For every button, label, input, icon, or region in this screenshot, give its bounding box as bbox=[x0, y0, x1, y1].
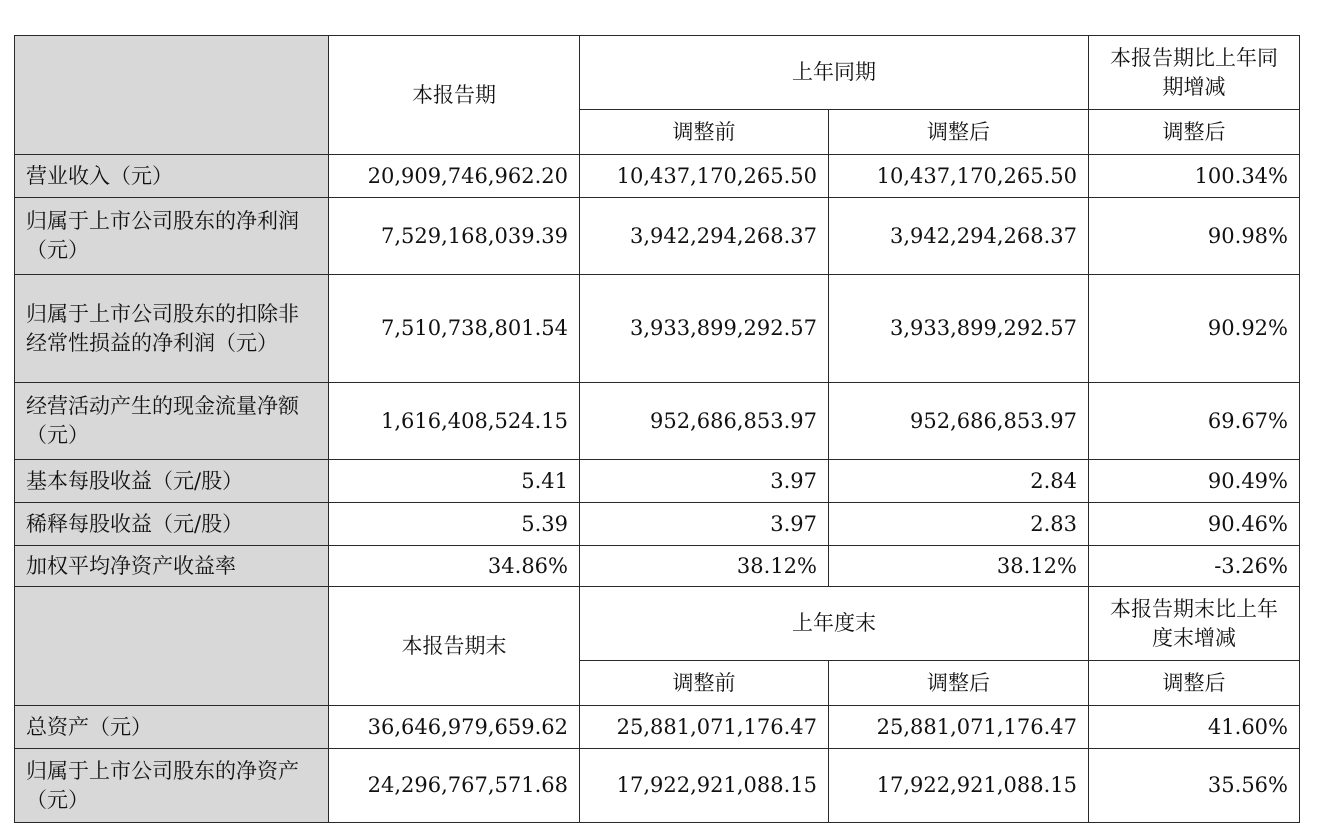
after-value: 17,922,921,088.15 bbox=[829, 749, 1089, 823]
header-change: 本报告期末比上年度末增减 bbox=[1089, 587, 1300, 661]
before-value: 952,686,853.97 bbox=[580, 383, 829, 460]
change-value: 90.49% bbox=[1089, 460, 1300, 503]
after-value: 3,942,294,268.37 bbox=[829, 198, 1089, 275]
change-value: 69.67% bbox=[1089, 383, 1300, 460]
change-value: 41.60% bbox=[1089, 706, 1300, 749]
header-prior-year-end: 上年度末 bbox=[580, 587, 1089, 661]
table-row bbox=[15, 383, 1300, 460]
header-blank-cell bbox=[15, 36, 329, 155]
change-value: 90.92% bbox=[1089, 275, 1300, 383]
header-after-adjustment: 调整后 bbox=[829, 110, 1089, 155]
header-period-end: 本报告期末 bbox=[329, 587, 580, 706]
table-row bbox=[15, 706, 1300, 749]
after-value: 2.84 bbox=[829, 460, 1089, 503]
current-value: 34.86% bbox=[329, 546, 580, 587]
row-label: 基本每股收益（元/股） bbox=[15, 460, 329, 503]
table-row bbox=[15, 460, 1300, 503]
table-row bbox=[15, 546, 1300, 587]
current-value: 7,510,738,801.54 bbox=[329, 275, 580, 383]
row-label: 归属于上市公司股东的净资产（元） bbox=[15, 749, 329, 823]
after-value: 25,881,071,176.47 bbox=[829, 706, 1089, 749]
row-label: 总资产（元） bbox=[15, 706, 329, 749]
change-value: 100.34% bbox=[1089, 155, 1300, 198]
before-value: 3,933,899,292.57 bbox=[580, 275, 829, 383]
before-value: 38.12% bbox=[580, 546, 829, 587]
before-value: 17,922,921,088.15 bbox=[580, 749, 829, 823]
header-blank-cell bbox=[15, 587, 329, 706]
table-row bbox=[15, 275, 1300, 383]
current-value: 5.39 bbox=[329, 503, 580, 546]
header-current-period: 本报告期 bbox=[329, 36, 580, 155]
row-label: 加权平均净资产收益率 bbox=[15, 546, 329, 587]
before-value: 3,942,294,268.37 bbox=[580, 198, 829, 275]
header-row bbox=[15, 36, 1300, 110]
header-before-adjustment: 调整前 bbox=[580, 110, 829, 155]
row-label: 稀释每股收益（元/股） bbox=[15, 503, 329, 546]
before-value: 25,881,071,176.47 bbox=[580, 706, 829, 749]
table-row bbox=[15, 155, 1300, 198]
current-value: 24,296,767,571.68 bbox=[329, 749, 580, 823]
row-label: 归属于上市公司股东的净利润（元） bbox=[15, 198, 329, 275]
after-value: 952,686,853.97 bbox=[829, 383, 1089, 460]
change-value: 90.98% bbox=[1089, 198, 1300, 275]
header-before-adjustment: 调整前 bbox=[580, 661, 829, 706]
row-label: 经营活动产生的现金流量净额（元） bbox=[15, 383, 329, 460]
after-value: 2.83 bbox=[829, 503, 1089, 546]
before-value: 3.97 bbox=[580, 460, 829, 503]
header-after-adjustment: 调整后 bbox=[829, 661, 1089, 706]
current-value: 36,646,979,659.62 bbox=[329, 706, 580, 749]
header-change-after-adjustment: 调整后 bbox=[1089, 661, 1300, 706]
current-value: 5.41 bbox=[329, 460, 580, 503]
current-value: 7,529,168,039.39 bbox=[329, 198, 580, 275]
header-change: 本报告期比上年同期增减 bbox=[1089, 36, 1300, 110]
change-value: -3.26% bbox=[1089, 546, 1300, 587]
after-value: 3,933,899,292.57 bbox=[829, 275, 1089, 383]
header-row bbox=[15, 587, 1300, 661]
table-row bbox=[15, 749, 1300, 823]
financial-summary-table bbox=[14, 35, 1300, 823]
after-value: 38.12% bbox=[829, 546, 1089, 587]
current-value: 20,909,746,962.20 bbox=[329, 155, 580, 198]
row-label: 营业收入（元） bbox=[15, 155, 329, 198]
table-row bbox=[15, 198, 1300, 275]
table-row bbox=[15, 503, 1300, 546]
header-change-after-adjustment: 调整后 bbox=[1089, 110, 1300, 155]
current-value: 1,616,408,524.15 bbox=[329, 383, 580, 460]
before-value: 10,437,170,265.50 bbox=[580, 155, 829, 198]
row-label: 归属于上市公司股东的扣除非经常性损益的净利润（元） bbox=[15, 275, 329, 383]
header-prior-period: 上年同期 bbox=[580, 36, 1089, 110]
change-value: 35.56% bbox=[1089, 749, 1300, 823]
before-value: 3.97 bbox=[580, 503, 829, 546]
change-value: 90.46% bbox=[1089, 503, 1300, 546]
after-value: 10,437,170,265.50 bbox=[829, 155, 1089, 198]
